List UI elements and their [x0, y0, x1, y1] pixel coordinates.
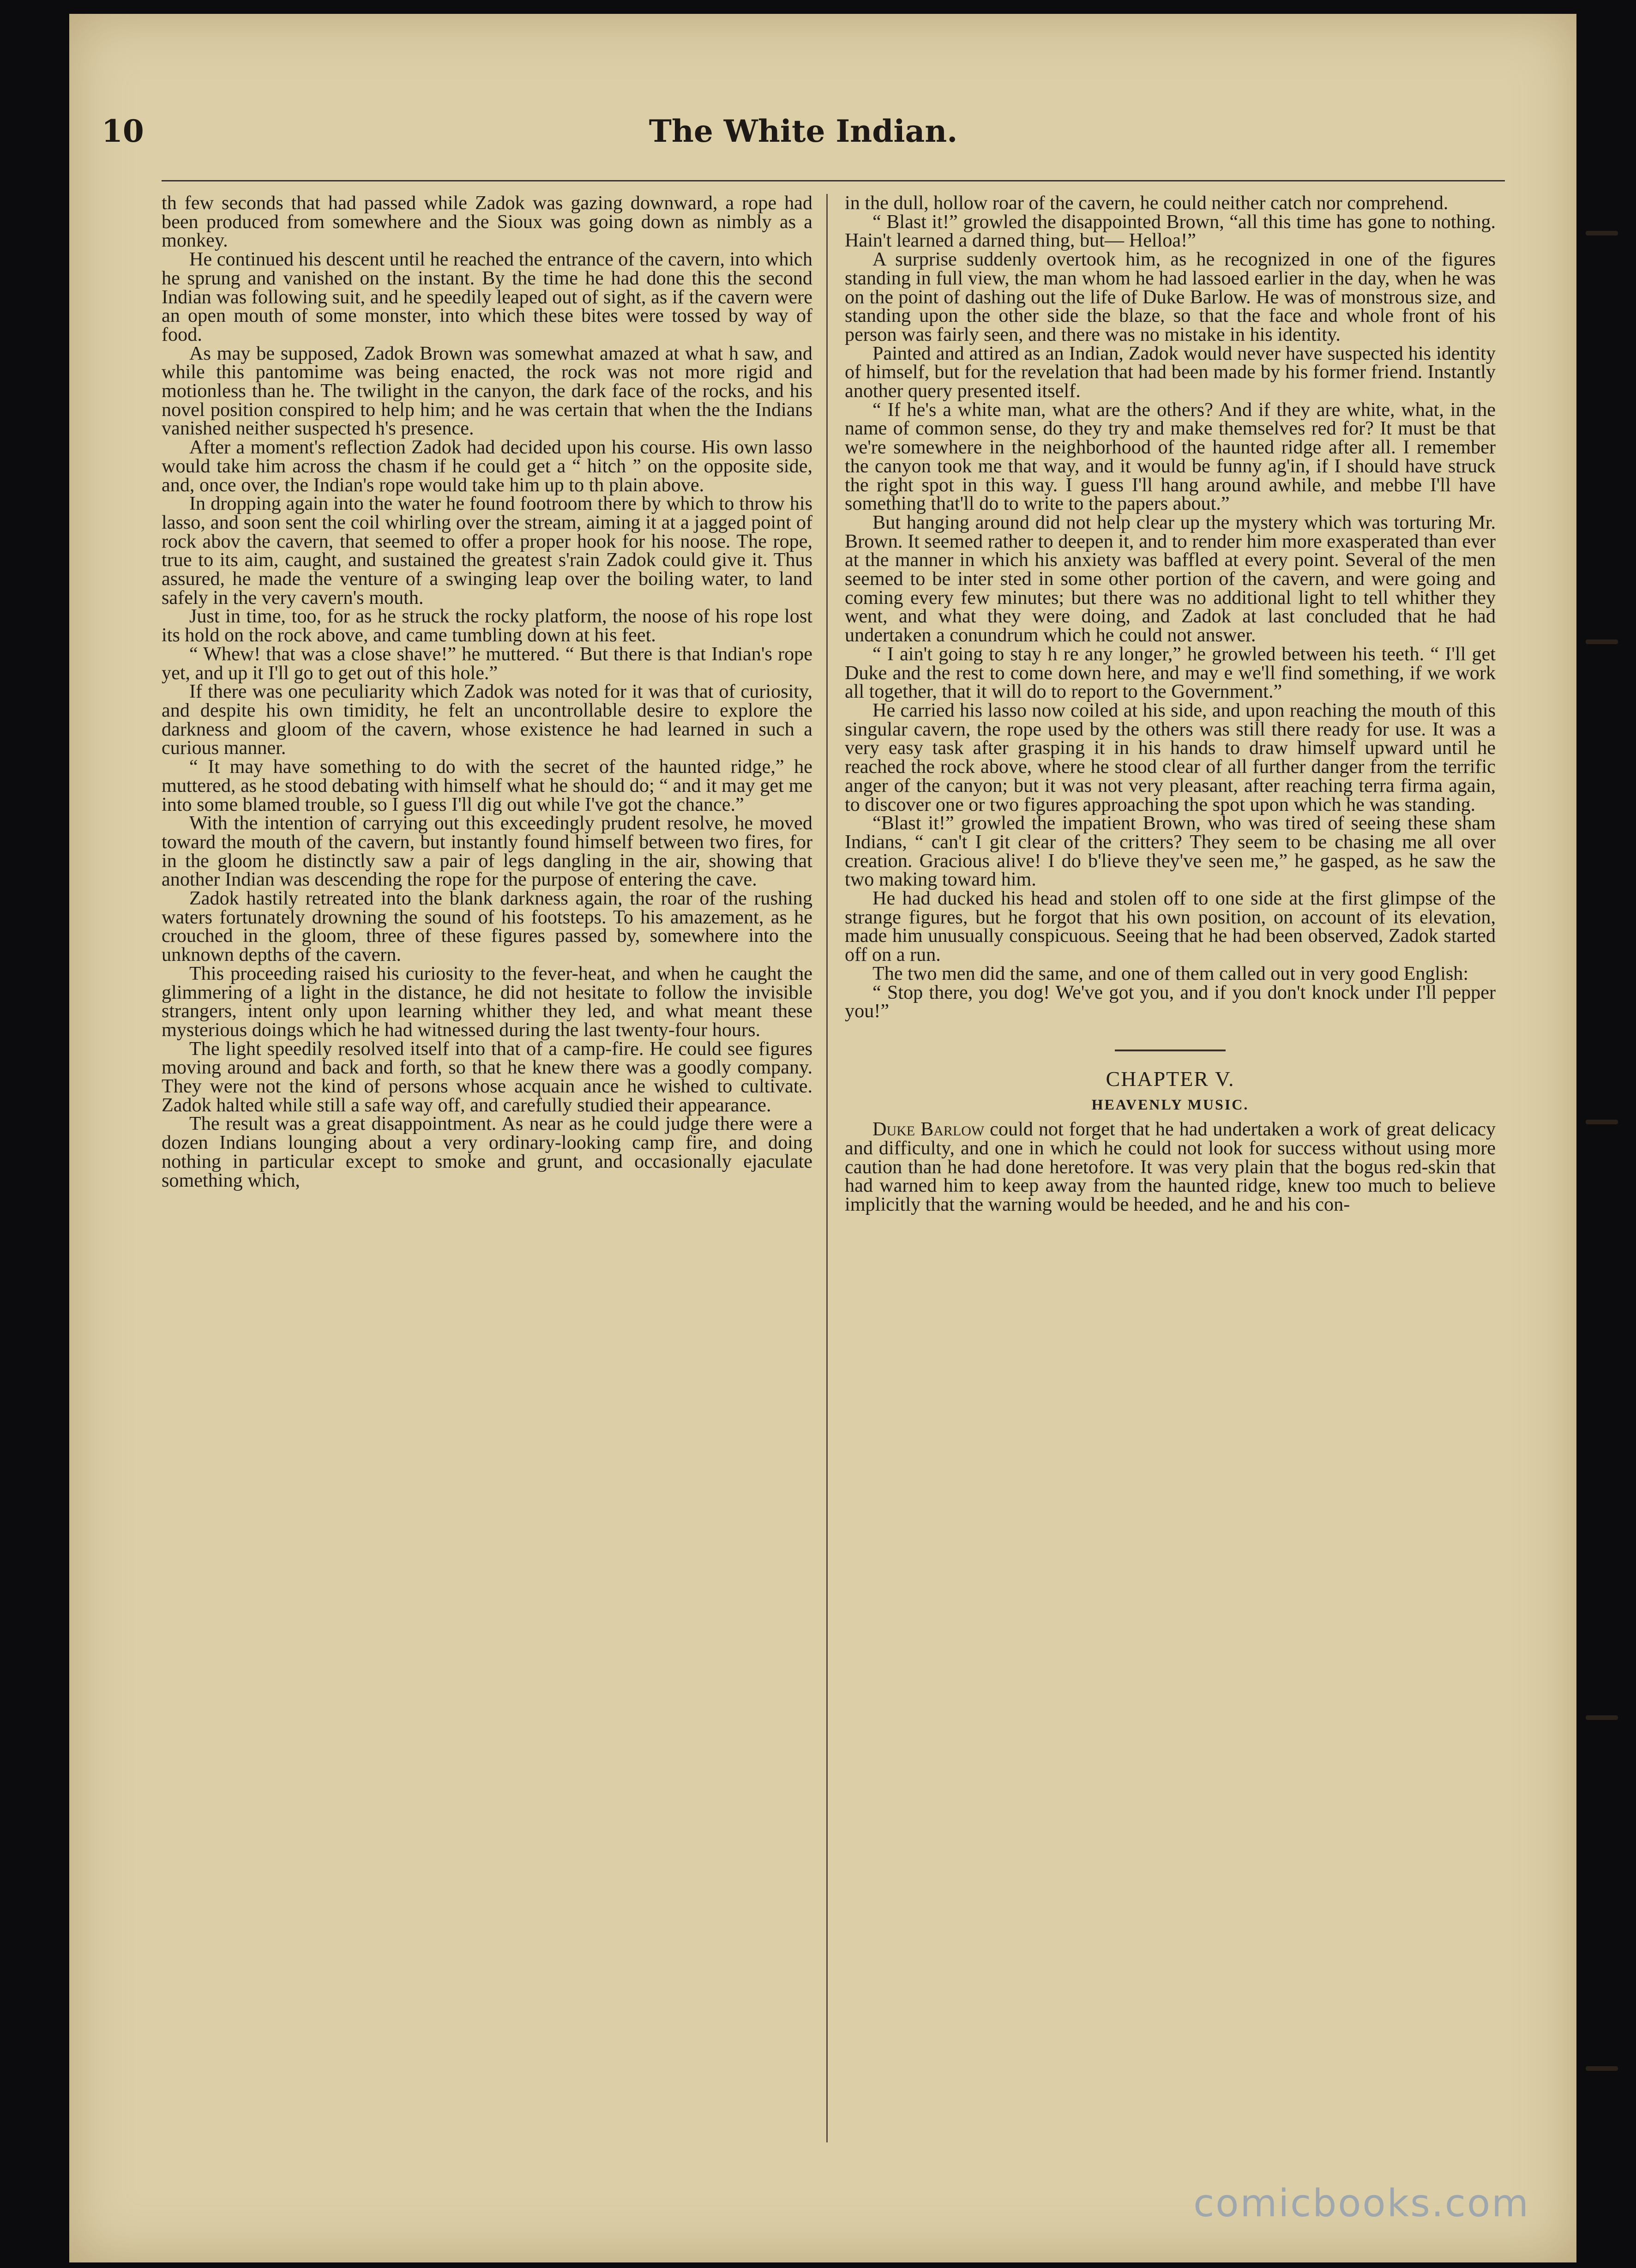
binding-mark	[1586, 2066, 1618, 2071]
paragraph: th few seconds that had passed while Zadok was gazing downward, a rope had been produced from somewhere and the Sioux was going down as nimbly as a monkey.	[162, 192, 812, 252]
paragraph: But hanging around did not help clear up the mystery which was torturing Mr. Brown. It seemed rather to deepen it, and to render him more exasperated than ever at the manner in which his anxiety was baffled at every point. Several of the men seemed to be inter sted in some other portion of the cavern, and were going and coming every few minutes; but there was no additional light to tell whither they went, and what they were doing, and Zadok at last concluded that he had undertaken a conundrum which he could not answer.	[845, 511, 1496, 646]
binding-mark	[1586, 639, 1618, 644]
left-column	[162, 194, 812, 1190]
paragraph: After a moment's reflection Zadok had decided upon his course. His own lasso would take him across the chasm if he could get a “ hitch ” on the opposite side, and, once over, the Indian's rope would take him up to th plain above.	[162, 436, 812, 496]
chapter-rule	[1115, 1050, 1226, 1051]
chapter-lead-name: Duke Barlow	[872, 1118, 985, 1140]
paragraph: in the dull, hollow roar of the cavern, he could neither catch nor comprehend.	[845, 192, 1449, 214]
paragraph: “ It may have something to do with the secret of the haunted ridge,” he muttered, as he stood debating with himself what he should do; “ and it may get me into some blamed trouble, so I guess I'll dig out while I've got the chance.”	[162, 756, 812, 815]
chapter-opening-paragraph	[845, 1120, 1496, 1214]
chapter-subtitle: HEAVENLY MUSIC.	[1091, 1096, 1249, 1113]
paragraph: The two men did the same, and one of them called out in very good English:	[872, 962, 1469, 984]
paragraph: The light speedily resolved itself into that of a camp-fire. He could see figures moving around and back and forth, so that he knew there was a goodly company. They were not the kind of persons whose acquain ance he wished to cultivate. Zadok halted while still a safe way off, and carefully studied their appearance.	[162, 1037, 812, 1116]
paragraph: “ Whew! that was a close shave!” he muttered. “ But there is that Indian's rope yet, and up it I'll go to get out of this hole.”	[162, 643, 812, 684]
paragraph: He continued his descent until he reached the entrance of the cavern, into which he sprung and vanished on the instant. By the time he had done this the second Indian was following suit, and he speedily leaped out of sight, as if the cavern were an open mouth of some monster, into which these bites were tossed by way of food.	[162, 248, 812, 345]
header-rule	[162, 180, 1505, 181]
chapter-opening-text: could not forget that he had undertaken a work of great delicacy and difficulty, and one in which he could not look for success without using more caution than he had done heretofore. It was very plain that the bogus red-skin that had warned him to keep away from the haunted ridge, knew too much to believe implicitly that the warning would be heeded, and he and his con-	[845, 1118, 1496, 1216]
chapter-title: CHAPTER V.	[1106, 1067, 1235, 1091]
paragraph: “ I ain't going to stay h re any longer,” he growled between his teeth. “ I'll get Duke and the rest to come down here, and may e we'll find something, if we work all together, that it will do to report to the Government.”	[845, 643, 1496, 703]
paragraph: Zadok hastily retreated into the blank darkness again, the roar of the rushing waters fortunately drowning the sound of his footsteps. To his amazement, as he crouched in the gloom, three of these figures passed by, somewhere into the unknown depths of the cavern.	[162, 887, 812, 966]
paragraph: “ Blast it!” growled the disappointed Brown, “all this time has gone to nothing. Hain't learned a darned thing, but— Helloa!”	[845, 211, 1496, 252]
watermark: comicbooks.com	[1193, 2182, 1530, 2226]
paragraph: The result was a great disappointment. As near as he could judge there were a dozen Indians lounging about a very ordinary-looking camp fire, and doing nothing in particular except to smoke and grunt, and occasionally ejaculate something which,	[162, 1113, 812, 1191]
paragraph: With the intention of carrying out this exceedingly prudent resolve, he moved toward the mouth of the cavern, but instantly found himself between two fires, for in the gloom he distinctly saw a pair of legs dangling in the air, showing that another Indian was descending the rope for the purpose of entering the cave.	[162, 812, 812, 891]
binding-mark	[1586, 1120, 1618, 1124]
column-divider	[826, 194, 828, 2142]
running-title: The White Indian.	[649, 113, 958, 149]
paragraph: He carried his lasso now coiled at his side, and upon reaching the mouth of this singular cavern, the rope used by the others was still there ready for use. It was a very easy task after grasping it in his hands to draw himself upward until he reached the rock above, where he stood clear of all further danger from the terrific anger of the canyon; but it was not very pleasant, after reaching terra firma again, to discover one or two figures approaching the spot upon which he was standing.	[845, 699, 1496, 815]
page-header	[102, 113, 1505, 164]
paragraph: If there was one peculiarity which Zadok was noted for it was that of curiosity, and despite his own timidity, he felt an uncontrollable desire to explore the darkness and gloom of the cavern, whose existence he had learned in such a curious manner.	[162, 681, 812, 759]
binding-mark	[1586, 231, 1618, 235]
paragraph: “Blast it!” growled the impatient Brown, who was tired of seeing these sham Indians, “ can't I git clear of the critters? They seem to be chasing me all over creation. Gracious alive! I do b'lieve they've seen me,” he gasped, as he saw the two making toward him.	[845, 812, 1496, 891]
paragraph: As may be supposed, Zadok Brown was somewhat amazed at what h saw, and while this pantomime was being enacted, the rock was not more rigid and motionless than he. The twilight in the canyon, the dark face of the rocks, and his novel position conspired to help him; and he was certain that when the the Indians vanished neither suspected h's presence.	[162, 342, 812, 440]
paragraph: He had ducked his head and stolen off to one side at the first glimpse of the strange figures, but he forgot that his own position, on account of its elevation, made him unusually conspicuous. Seeing that he had been observed, Zadok started off on a run.	[845, 887, 1496, 966]
page-number: 10	[102, 113, 144, 149]
paragraph: “ Stop there, you dog! We've got you, and if you don't knock under I'll pepper you!”	[845, 981, 1496, 1022]
page-edge-shadow	[1576, 0, 1636, 2268]
paragraph: This proceeding raised his curiosity to the fever-heat, and when he caught the glimmering of a light in the distance, he did not hesitate to follow the invisible strangers, intent only upon learning whither they led, and what meant these mysterious doings which he had witnessed during the last twenty-four hours.	[162, 962, 812, 1041]
paragraph: Just in time, too, for as he struck the rocky platform, the noose of his rope lost its hold on the rock above, and came tumbling down at his feet.	[162, 605, 812, 646]
paragraph: Painted and attired as an Indian, Zadok would never have suspected his identity of himself, but for the revelation that had been made by his former friend. Instantly another query presented itself.	[845, 342, 1496, 402]
paragraph: “ If he's a white man, what are the others? And if they are white, what, in the name of common sense, do they try and make themselves red for? It must be that we're somewhere in the neighborhood of the haunted ridge after all. I remember the canyon took me that way, and it would be funny ag'in, if I should have struck the right spot in this way. I guess I'll hang around awhile, and mebbe I'll have something that'll do to write to the papers about.”	[845, 398, 1496, 515]
paragraph: In dropping again into the water he found footroom there by which to throw his lasso, and soon sent the coil whirling over the stream, aiming it at a jagged point of rock abov the cavern, that seemed to offer a proper hook for his noose. The rope, true to its aim, caught, and sustained the greatest s'rain Zadok could give it. Thus assured, he made the venture of a swinging leap over the boiling water, to land safely in the very cavern's mouth.	[162, 493, 812, 609]
binding-mark	[1586, 1715, 1618, 1720]
right-column	[845, 194, 1496, 1214]
paragraph: A surprise suddenly overtook him, as he recognized in one of the figures standing in full view, the man whom he had lassoed earlier in the day, when he was on the point of dashing out the life of Duke Barlow. He was of monstrous size, and standing upon the other side the blaze, so that the face and whole front of his person was fairly seen, and there was no mistake in his identity.	[845, 248, 1496, 345]
